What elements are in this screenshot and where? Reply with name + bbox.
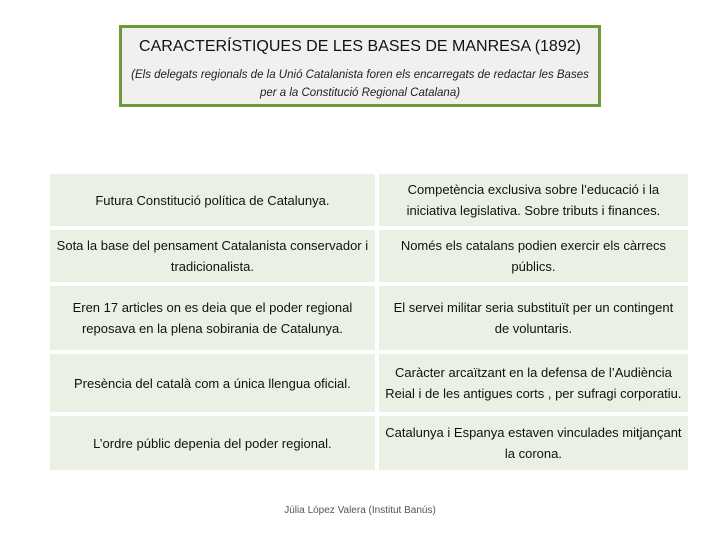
table-cell-right: Només els catalans podien exercir els càrrecs públics. [377,228,690,284]
table-cell-left: Futura Constitució política de Catalunya. [48,172,377,228]
table-row [48,284,690,352]
characteristics-table [48,172,690,472]
footer-credit: Júlia López Valera (Institut Banús) [284,505,436,516]
table-cell-left: Presència del català com a única llengua oficial. [48,352,377,414]
table-cell-right: Caràcter arcaïtzant en la defensa de l’Audiència Reial i de les antigues corts , per sufragi corporatiu. [377,352,690,414]
table-cell-right: El servei militar seria substituït per un contingent de voluntaris. [377,284,690,352]
table-row [48,414,690,472]
page-title: CARACTERÍSTIQUES DE LES BASES DE MANRESA (1892) [139,38,581,55]
table-cell-right: Catalunya i Espanya estaven vinculades mitjançant la corona. [377,414,690,472]
page-subtitle: (Els delegats regionals de la Unió Catalanista foren els encarregats de redactar les Bases per a la Constitució Regional Catalana) [131,69,589,99]
table-row [48,352,690,414]
table-cell-left: Eren 17 articles on es deia que el poder regional reposava en la plena sobirania de Catalunya. [48,284,377,352]
table-cell-left: L’ordre públic depenia del poder regional. [48,414,377,472]
table-cell-left: Sota la base del pensament Catalanista conservador i tradicionalista. [48,228,377,284]
table-row [48,172,690,228]
table-row [48,228,690,284]
table-cell-right: Competència exclusiva sobre l’educació i la iniciativa legislativa. Sobre tributs i finances. [377,172,690,228]
title-box [119,25,601,107]
